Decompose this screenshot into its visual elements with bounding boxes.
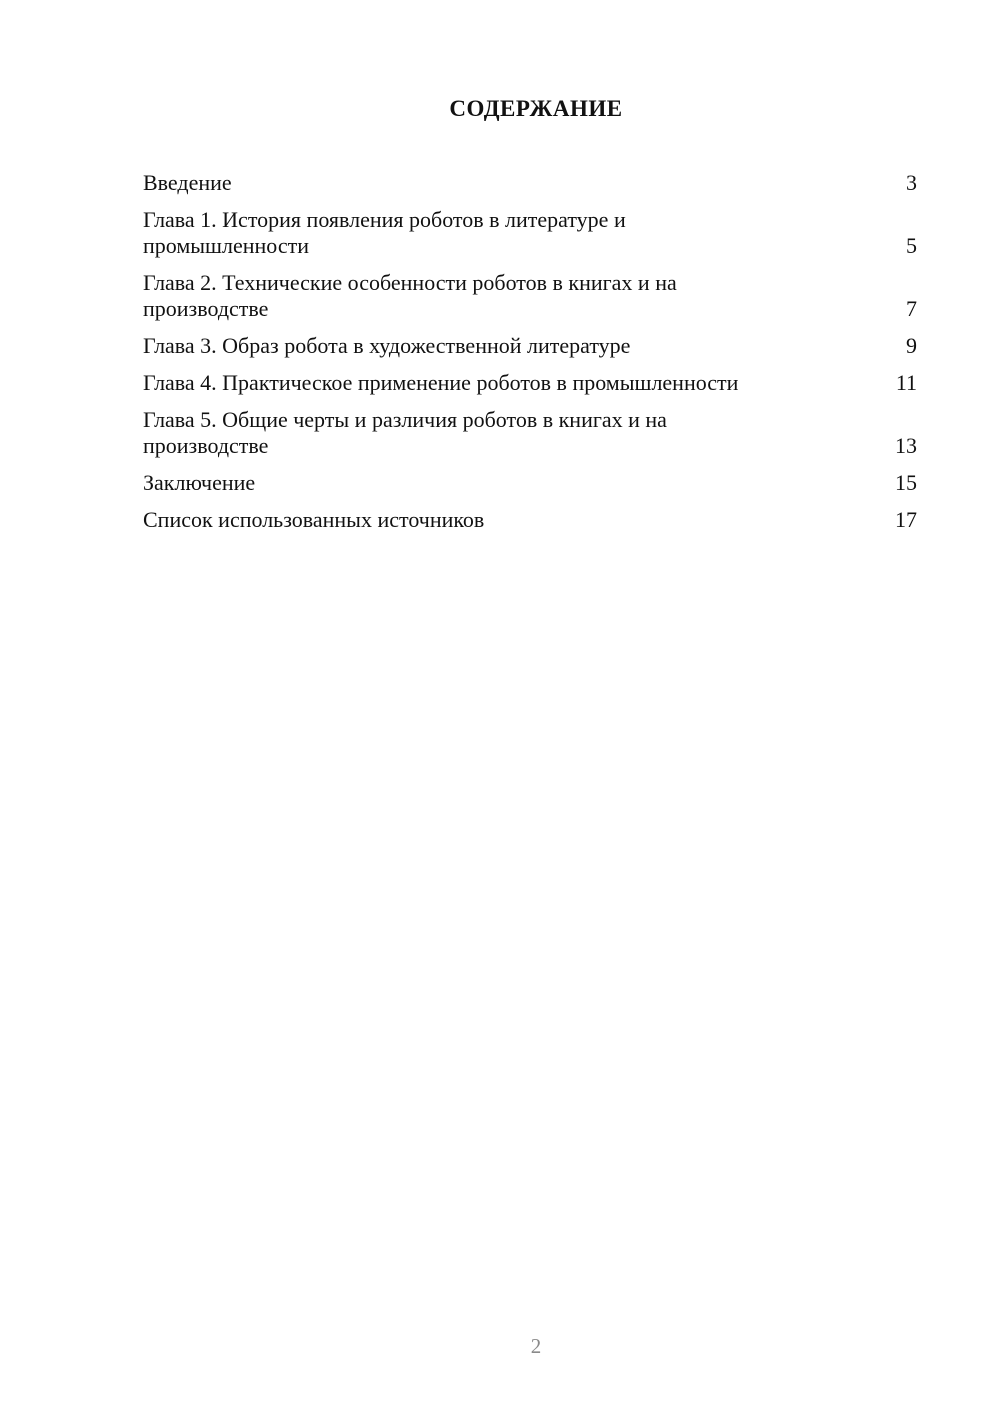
page-number: 2 [530, 1334, 542, 1358]
toc-entry-text: Глава 3. Образ робота в художественной литературе [143, 333, 631, 358]
table-of-contents [143, 170, 919, 544]
toc-entry-introduction [143, 170, 919, 196]
toc-entry-page: 9 [906, 333, 917, 358]
toc-entry-conclusion [143, 470, 919, 496]
toc-entry-page: 13 [895, 433, 917, 458]
toc-entry-page: 5 [906, 233, 917, 258]
toc-entry-chapter-5 [143, 407, 919, 459]
toc-entry-page: 15 [895, 470, 917, 495]
toc-entry-text: Заключение [143, 470, 256, 495]
toc-entry-page: 3 [906, 170, 917, 195]
toc-entry-chapter-2 [143, 270, 919, 322]
toc-entry-text: Список использованных источников [143, 507, 485, 532]
toc-entry-text: Глава 1. История появления роботов в литературе и промышленности [143, 207, 626, 258]
toc-entry-references [143, 507, 919, 533]
toc-entry-page: 11 [895, 370, 917, 395]
toc-entry-chapter-4 [143, 370, 919, 396]
toc-entry-text: Глава 2. Технические особенности роботов в книгах и на производстве [143, 270, 677, 321]
toc-entry-text: Глава 5. Общие черты и различия роботов в книгах и на производстве [143, 407, 667, 458]
toc-title: СОДЕРЖАНИЕ [449, 96, 623, 121]
toc-entry-page: 17 [895, 507, 917, 532]
toc-entry-text: Глава 4. Практическое применение роботов в промышленности [143, 370, 739, 395]
toc-entry-chapter-3 [143, 333, 919, 359]
toc-entry-chapter-1 [143, 207, 919, 259]
toc-entry-text: Введение [143, 170, 232, 195]
toc-entry-page: 7 [906, 296, 917, 321]
